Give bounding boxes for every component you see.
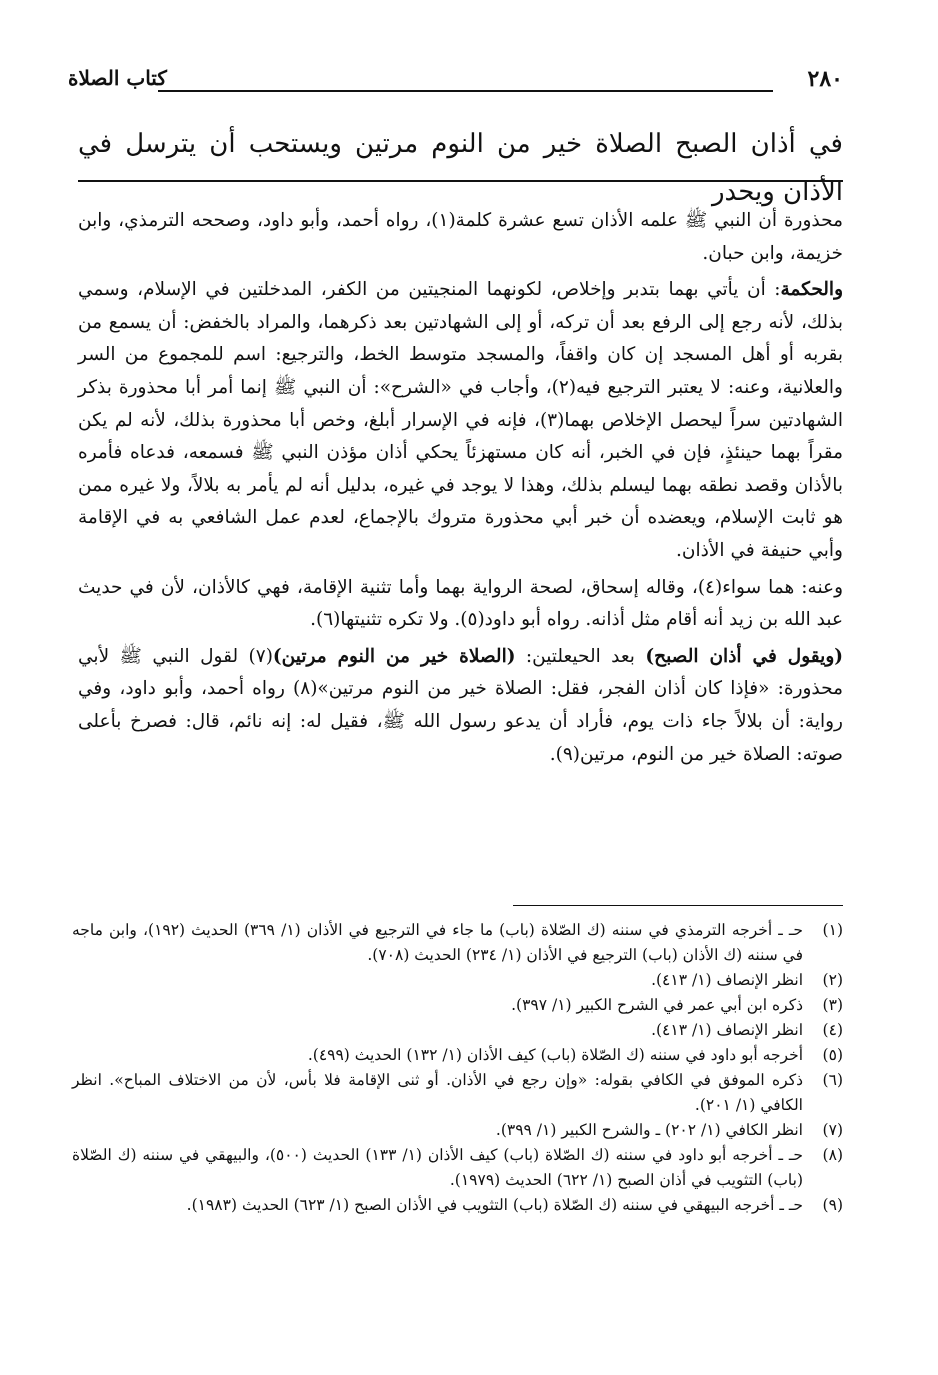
page-number: ٢٨٠ [807, 66, 843, 92]
footnote [72, 1018, 843, 1043]
paragraph-4-quote: (الصلاة خير من النوم مرتين) [272, 645, 516, 667]
sharh-body [78, 205, 843, 775]
footnote-number: (٩) [822, 1196, 843, 1214]
footnote [72, 918, 843, 968]
footnote [72, 1068, 843, 1118]
footnote-text: حـ ـ أخرجه أبو داود في سننه (ك الصّلاة (باب) كيف الأذان (١/ ١٣٣) الحديث (٥٠٠)، والبيهقي في سننه (ك الصّلاة (باب) التثويب في أذان الصبح (١/ ٦٢٢) الحديث (١٩٧٩). [72, 1146, 803, 1189]
paragraph-4-lead: (ويقول في أذان الصبح) [645, 645, 844, 667]
footnote [72, 1118, 843, 1143]
footnote-text: انظر الإنصاف (١/ ٤١٣). [651, 1021, 803, 1039]
footnote-text: أخرجه أبو داود في سننه (ك الصّلاة (باب) كيف الأذان (١/ ١٣٢) الحديث (٤٩٩). [307, 1046, 803, 1064]
paragraph-2-text: : أن يأتي بهما بتدبر وإخلاص، لكونهما المنجيتين من الكفر، المدخلتين في الإسلام، وسمي بذلك، لأنه رجع إلى الرفع بعد أن تركه، أو إلى الشهادتين بعد ذكرهما، والمراد بالخفض: أن يسمع من بقربه أو أهل المسجد إن كان واقفاً، والمسجد متوسط الخط، والترجيع: اسم للمجموع من السر والعلانية، وعنه: لا يعتبر الترجيع فيه(٢)، وأجاب في «الشرح»: أن النبي ﷺ إنما أمر أبا محذورة بذكر الشهادتين سراً ليحصل الإخلاص بهما(٣)، فإنه في الإسرار أبلغ، وخص أبا محذورة بذلك، لأنه لم يكن مقراً بهما حينئذٍ، فإن في الخبر، أنه كان مستهزئاً يحكي أذان مؤذن النبي ﷺ فسمعه، فدعاه فأمره بالأذان وقصد نطقه بهما ليسلم بذلك، وهذا لا يوجد في غيره، بدليل أنه لم يأمر به بلالاً، ولا غيره ممن هو ثابت الإسلام، ويعضده أن خبر أبي محذورة متروك بالإجماع، لعدم عمل الشافعي به في الإقامة وأبي حنيفة في الأذان. [78, 279, 843, 561]
paragraph-4-text: (٧) لقول النبي ﷺ لأبي محذورة: «فإذا كان أذان الفجر، فقل: الصلاة خير من النوم مرتين»(٨) رواه أحمد، وأبو داود، وفي رواية: أن بلالاً جاء ذات يوم، فأراد أن يدعو رسول الله ﷺ، فقيل له: إنه نائم، قال: فصرخ بأعلى صوته: الصلاة خير من النوم، مرتين(٩). [78, 645, 843, 765]
footnote-number: (٥) [822, 1046, 843, 1064]
footnote-text: انظر الكافي (١/ ٢٠٢) ـ والشرح الكبير (١/ ٣٩٩). [495, 1121, 803, 1139]
paragraph-4-mid: بعد الحيعلتين: [515, 645, 646, 667]
footnote-number: (١) [822, 921, 843, 939]
paragraph-4 [78, 641, 843, 771]
paragraph-2-lead: والحكمة [780, 279, 843, 301]
footnote-separator [513, 905, 843, 906]
footnote [72, 1193, 843, 1218]
footnotes [72, 918, 843, 1218]
footnote-number: (٦) [822, 1071, 843, 1089]
footnote-number: (٢) [822, 971, 843, 989]
footnote-number: (٣) [822, 996, 843, 1014]
header-rule [158, 90, 773, 92]
running-header [68, 66, 843, 100]
paragraph-2 [78, 274, 843, 567]
footnote-text: ذكره الموفق في الكافي بقوله: «وإن رجع في الأذان. أو ثنى الإقامة فلا بأس، لأن من الاختلاف المباح». انظر الكافي (١/ ٢٠١). [72, 1071, 803, 1114]
matn-separator [78, 180, 843, 182]
paragraph-3: وعنه: هما سواء(٤)، وقاله إسحاق، لصحة الرواية بهما وأما تثنية الإقامة، فهي كالأذان، لأن في حديث عبد الله بن زيد أنه أقام مثل أذانه. رواه أبو داود(٥). ولا تكره تثنيتها(٦). [78, 576, 843, 631]
footnote-number: (٨) [822, 1146, 843, 1164]
footnote [72, 1143, 843, 1193]
footnote [72, 1043, 843, 1068]
footnote-number: (٤) [822, 1021, 843, 1039]
book-title: كتاب الصلاة [68, 66, 167, 90]
footnote-text: حـ ـ أخرجه الترمذي في سننه (ك الصّلاة (باب) ما جاء في الترجيع في الأذان (١/ ٣٦٩) الحديث (١٩٢)، وابن ماجه في سننه (ك الأذان (باب) الترجيع في الأذان (١/ ٢٣٤) الحديث (٧٠٨). [72, 921, 804, 964]
footnote-text: ذكره ابن أبي عمر في الشرح الكبير (١/ ٣٩٧). [511, 996, 803, 1014]
matn-text: في أذان الصبح الصلاة خير من النوم مرتين ويستحب أن يترسل في الأذان ويحدر [78, 129, 843, 207]
footnote-text: انظر الإنصاف (١/ ٤١٣). [651, 971, 803, 989]
footnote [72, 968, 843, 993]
footnote [72, 993, 843, 1018]
footnote-number: (٧) [822, 1121, 843, 1139]
paragraph-1: محذورة أن النبي ﷺ علمه الأذان تسع عشرة كلمة(١)، رواه أحمد، وأبو داود، وصححه الترمذي، وابن خزيمة، وابن حبان. [78, 210, 843, 264]
footnote-text: حـ ـ أخرجه البيهقي في سننه (ك الصّلاة (باب) التثويب في الأذان الصبح (١/ ٦٢٣) الحديث (١٩٨٣). [186, 1196, 803, 1214]
